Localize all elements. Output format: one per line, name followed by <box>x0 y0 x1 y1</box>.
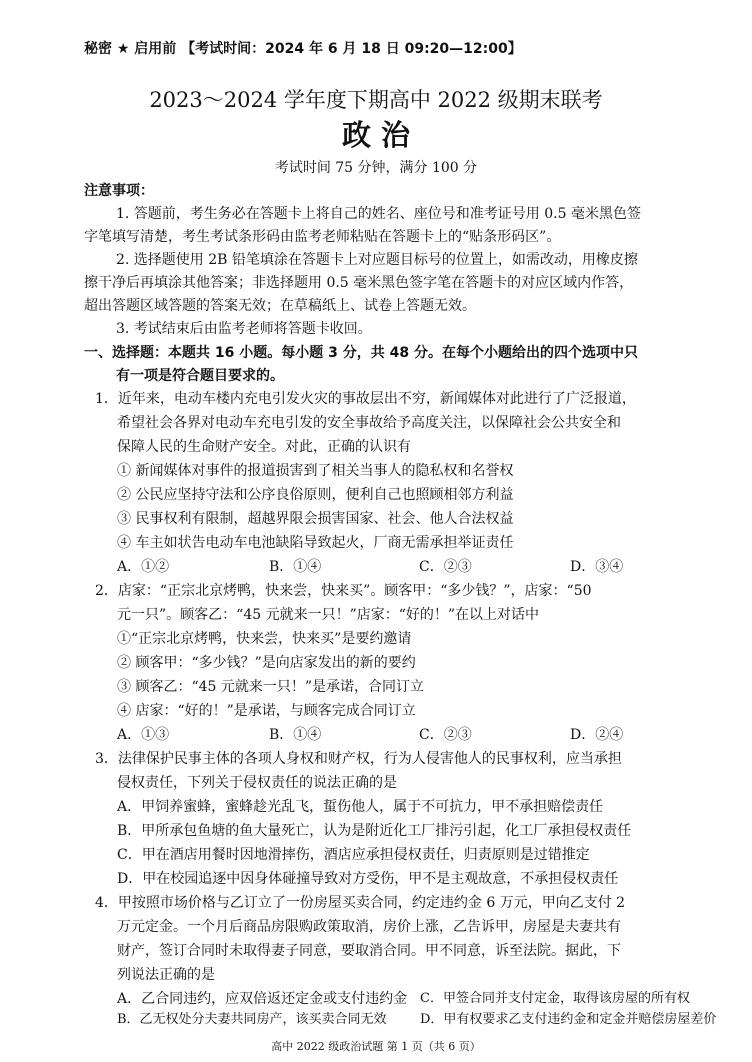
secret-line: 秘密 ★ 启用前 【考试时间：2024 年 6 月 18 日 09:20—12:00】 <box>84 41 522 57</box>
question-4-choice: B．乙无权处分夫妻共同房产，该买卖合同无效 <box>117 1012 387 1027</box>
question-2-item: ② 顾客甲：“多少钱？”是向店家发出的新的要约 <box>117 655 416 671</box>
question-3-stem: 侵权责任，下列关于侵权责任的说法正确的是 <box>117 775 397 791</box>
option-b: B．①④ <box>269 559 322 575</box>
question-4-stem: 财产，签订合同时未取得妻子同意，要取消合同。甲不同意，诉至法院。据此，下 <box>117 943 621 959</box>
question-4-stem: 4．甲按照市场价格与乙订立了一份房屋买卖合同，约定违约金 6 万元，甲向乙支付 2 <box>95 895 626 911</box>
question-2-options <box>0 726 752 744</box>
section-heading-cont: 有一项是符合题目要求的。 <box>116 368 284 384</box>
page-footer: 高中 2022 级政治试题 第 1 页（共 6 页） <box>0 1040 752 1054</box>
question-4-stem: 万元定金。一个月后商品房限购政策取消，房价上涨，乙告诉甲，房屋是夫妻共有 <box>117 919 621 935</box>
question-1-item: ① 新闻媒体对事件的报道损害到了相关当事人的隐私权和名誉权 <box>117 463 514 479</box>
note-line: 3. 考试结束后由监考老师将答题卡收回。 <box>116 321 372 337</box>
option-a: A．①③ <box>117 727 170 743</box>
question-4-choice: D．甲有权要求乙支付违约金和定金并赔偿房屋差价 <box>420 1012 717 1027</box>
option-c: C．②③ <box>419 727 472 743</box>
question-3-stem: 3．法律保护民事主体的各项人身权和财产权，行为人侵害他人的民事权利，应当承担 <box>95 751 622 767</box>
question-1-item: ④ 车主如状告电动车电池缺陷导致起火，厂商无需承担举证责任 <box>117 535 514 551</box>
question-1-options <box>0 558 752 576</box>
question-3-choice: D．甲在校园追逐中因身体碰撞导致对方受伤，甲不是主观故意，不承担侵权责任 <box>117 871 619 887</box>
note-line: 2. 选择题使用 2B 铅笔填涂在答题卡上对应题目标号的位置上，如需改动，用橡皮擦 <box>116 252 638 268</box>
exam-title: 2023～2024 学年度下期高中 2022 级期末联考 <box>149 88 603 112</box>
question-1-stem: 希望社会各界对电动车充电引发的安全事故给予高度关注，以保障社会公共安全和 <box>117 415 621 431</box>
question-2-stem: 元一只”。顾客乙：“45 元就来一只！”店家：“好的！”在以上对话中 <box>117 607 540 623</box>
question-4-choice: C．甲签合同并支付定金，取得该房屋的所有权 <box>420 991 690 1006</box>
question-1-stem: 1．近年来，电动车楼内充电引发火灾的事故层出不穷，新闻媒体对此进行了广泛报道， <box>95 391 636 407</box>
option-b: B．①④ <box>269 727 322 743</box>
option-d: D．③④ <box>570 559 624 575</box>
question-2-item: ④ 店家：“好的！”是承诺，与顾客完成合同订立 <box>117 703 416 719</box>
question-1-item: ③ 民事权利有限制，超越界限会损害国家、社会、他人合法权益 <box>117 511 514 527</box>
notes-heading: 注意事项： <box>84 183 154 199</box>
question-3-choice: C．甲在酒店用餐时因地滑摔伤，酒店应承担侵权责任，归责原则是过错推定 <box>117 847 590 863</box>
option-c: C．②③ <box>419 559 472 575</box>
option-a: A．①② <box>117 559 170 575</box>
subject-title: 政 治 <box>341 118 411 152</box>
question-4-choice: A．乙合同违约，应双倍返还定金或支付违约金 <box>117 991 408 1007</box>
note-line: 字笔填写清楚，考生考试条形码由监考老师粘贴在答题卡上的“贴条形码区”。 <box>84 229 561 245</box>
question-3-choice: B．甲所承包鱼塘的鱼大量死亡，认为是附近化工厂排污引起，化工厂承担侵权责任 <box>117 823 632 839</box>
note-line: 擦干净后再填涂其他答案；非选择题用 0.5 毫米黑色签字笔在答题卡的对应区域内作答， <box>84 275 634 291</box>
question-1-stem: 保障人民的生命财产安全。对此，正确的认识有 <box>117 439 411 455</box>
section-heading: 一、选择题：本题共 16 小题。每小题 3 分，共 48 分。在每个小题给出的四个选项中只 <box>84 345 638 361</box>
question-2-stem: 2．店家：“正宗北京烤鸭，快来尝，快来买”。顾客甲：“多少钱？”，店家：“50 <box>95 583 592 599</box>
note-line: 1. 答题前，考生务必在答题卡上将自己的姓名、座位号和准考证号用 0.5 毫米黑色签 <box>116 206 641 222</box>
exam-time-info: 考试时间 75 分钟，满分 100 分 <box>274 160 478 176</box>
note-line: 超出答题区域答题的答案无效；在草稿纸上、试卷上答题无效。 <box>84 298 476 314</box>
option-d: D．②④ <box>570 727 624 743</box>
question-2-item: ①“正宗北京烤鸭，快来尝，快来买”是要约邀请 <box>117 631 412 647</box>
question-2-item: ③ 顾客乙：“45 元就来一只！”是承诺，合同订立 <box>117 679 425 695</box>
question-1-item: ② 公民应坚持守法和公序良俗原则，便利自己也照顾相邻方利益 <box>117 487 514 503</box>
question-3-choice: A．甲饲养蜜蜂，蜜蜂趁光乱飞，蜇伤他人，属于不可抗力，甲不承担赔偿责任 <box>117 799 604 815</box>
question-4-stem: 列说法正确的是 <box>117 967 215 983</box>
